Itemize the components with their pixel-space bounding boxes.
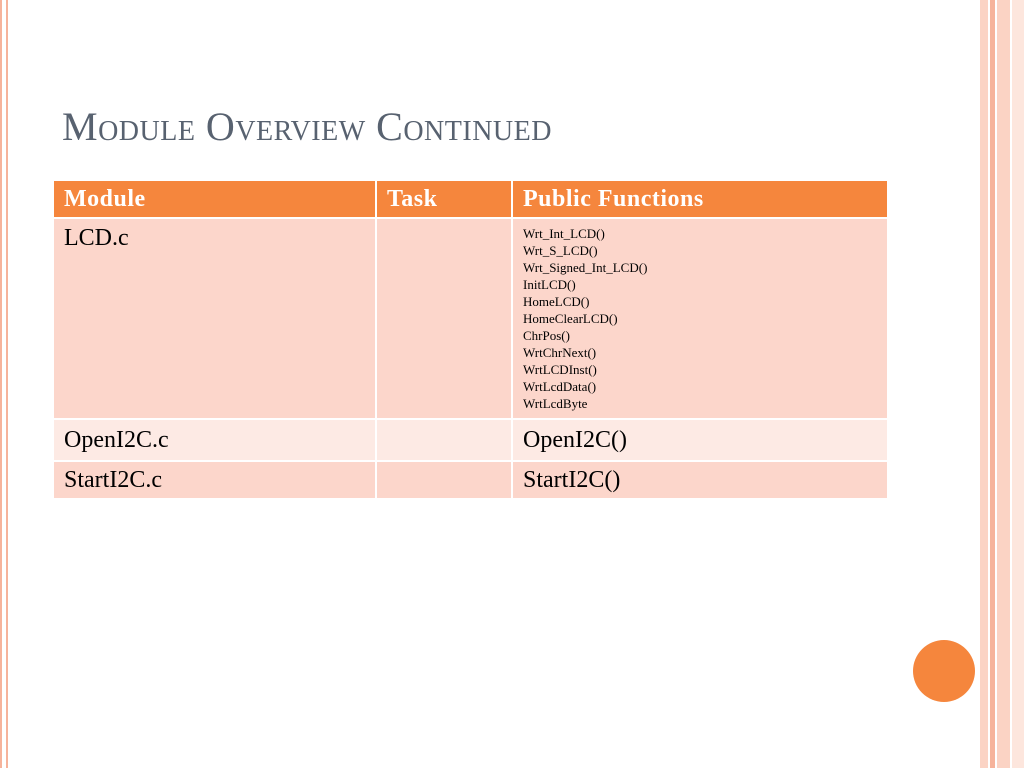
cell-module: StartI2C.c: [53, 461, 376, 499]
function-item: InitLCD(): [523, 277, 576, 292]
function-item: WrtChrNext(): [523, 345, 597, 360]
function-item: ChrPos(): [523, 328, 570, 343]
header-public-functions: Public Functions: [512, 180, 888, 218]
function-item: Wrt_S_LCD(): [523, 243, 598, 258]
function-item: WrtLcdData(): [523, 379, 597, 394]
header-module: Module: [53, 180, 376, 218]
table-header-row: [53, 180, 888, 218]
table-row: [53, 218, 888, 419]
right-border-stripe-2: [990, 0, 995, 768]
cell-task: [376, 461, 512, 499]
function-item: WrtLcdByte: [523, 396, 588, 411]
cell-module: LCD.c: [53, 218, 376, 419]
right-border-stripe-4: [1012, 0, 1024, 768]
function-list: [523, 225, 877, 412]
cell-task: [376, 419, 512, 461]
right-border-stripe-1: [980, 0, 988, 768]
cell-task: [376, 218, 512, 419]
cell-functions: OpenI2C(): [512, 419, 888, 461]
table-row: [53, 419, 888, 461]
cell-module: OpenI2C.c: [53, 419, 376, 461]
function-item: HomeLCD(): [523, 294, 590, 309]
cell-functions: StartI2C(): [512, 461, 888, 499]
function-item: Wrt_Signed_Int_LCD(): [523, 260, 648, 275]
left-border-stripe-inner: [6, 0, 8, 768]
right-border-stripe-3: [997, 0, 1010, 768]
function-item: WrtLCDInst(): [523, 362, 597, 377]
cell-functions: [512, 218, 888, 419]
table-row: [53, 461, 888, 499]
header-task: Task: [376, 180, 512, 218]
function-item: HomeClearLCD(): [523, 311, 618, 326]
slide-title: Module Overview Continued: [62, 104, 552, 149]
function-item: Wrt_Int_LCD(): [523, 226, 605, 241]
module-table: [52, 179, 889, 500]
left-border-stripe: [0, 0, 2, 768]
decorative-orange-circle: [913, 640, 975, 702]
